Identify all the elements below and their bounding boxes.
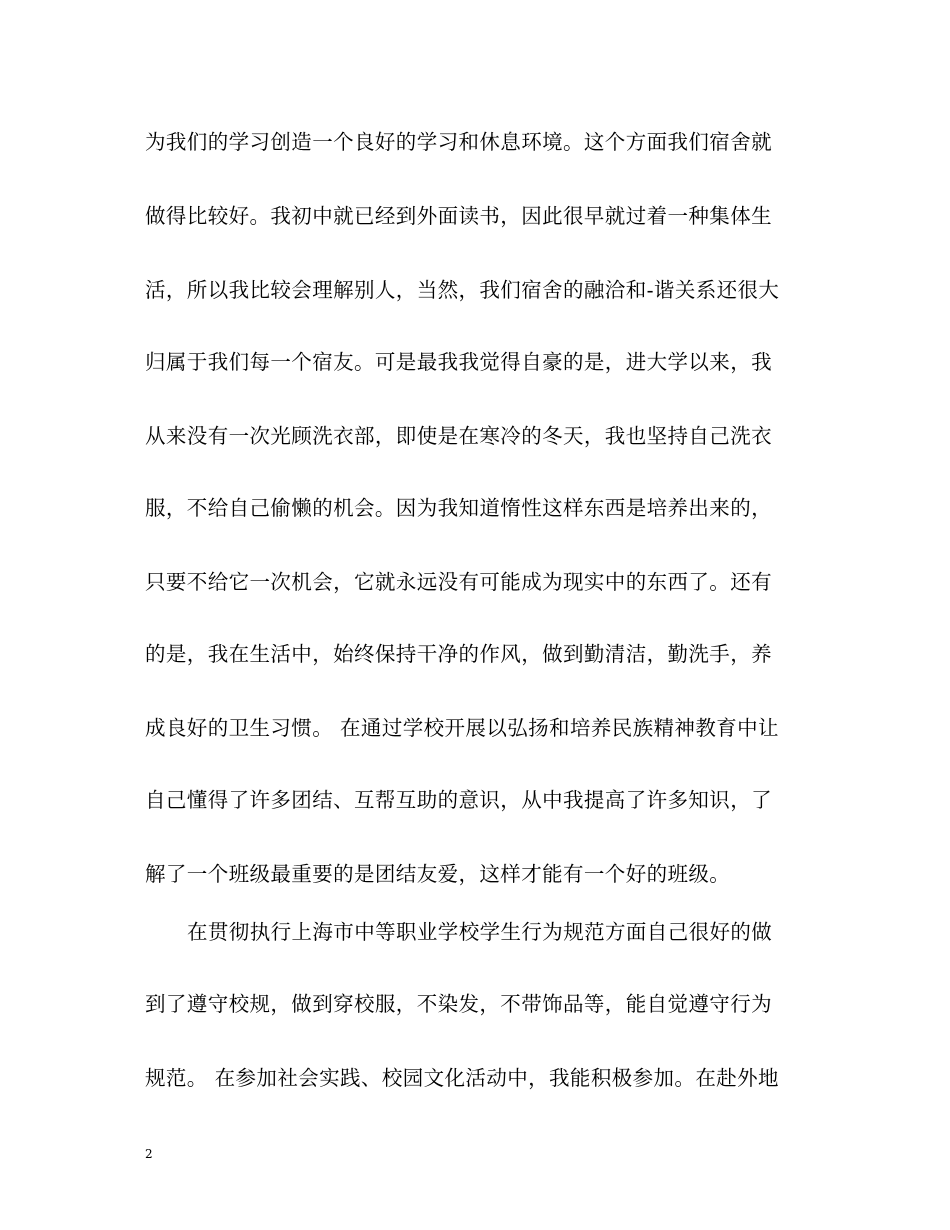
text-line: 归属于我们每一个宿友。可是最我我觉得自豪的是，进大学以来，我 <box>145 350 772 374</box>
text-line: 从来没有一次光顾洗衣部，即使是在寒冷的冬天，我也坚持自己洗衣 <box>145 424 772 448</box>
text-line: 自己懂得了许多团结、互帮互助的意识，从中我提高了许多知识，了 <box>145 788 772 812</box>
text-line: 做得比较好。我初中就已经到外面读书，因此很早就过着一种集体生 <box>145 204 772 228</box>
paragraph-first-line: 在贯彻执行上海市中等职业学校学生行为规范方面自己很好的做 <box>187 920 773 944</box>
page-number: 2 <box>145 1147 153 1161</box>
text-line: 成良好的卫生习惯。 在通过学校开展以弘扬和培养民族精神教育中让 <box>145 716 779 740</box>
text-line: 活，所以我比较会理解别人，当然，我们宿舍的融洽和-谐关系还很大 <box>145 278 780 302</box>
text-line: 为我们的学习创造一个良好的学习和休息环境。这个方面我们宿舍就 <box>145 130 772 154</box>
text-line: 规范。 在参加社会实践、校园文化活动中，我能积极参加。在赴外地 <box>145 1066 779 1090</box>
text-line: 到了遵守校规，做到穿校服，不染发，不带饰品等，能自觉遵守行为 <box>145 992 772 1016</box>
text-line: 只要不给它一次机会，它就永远没有可能成为现实中的东西了。还有 <box>145 570 772 594</box>
text-line: 的是，我在生活中，始终保持干净的作风，做到勤清洁，勤洗手，养 <box>145 642 772 666</box>
text-line: 解了一个班级最重要的是团结友爱，这样才能有一个好的班级。 <box>145 862 731 886</box>
text-line: 服，不给自己偷懒的机会。因为我知道惰性这样东西是培养出来的， <box>145 496 772 520</box>
